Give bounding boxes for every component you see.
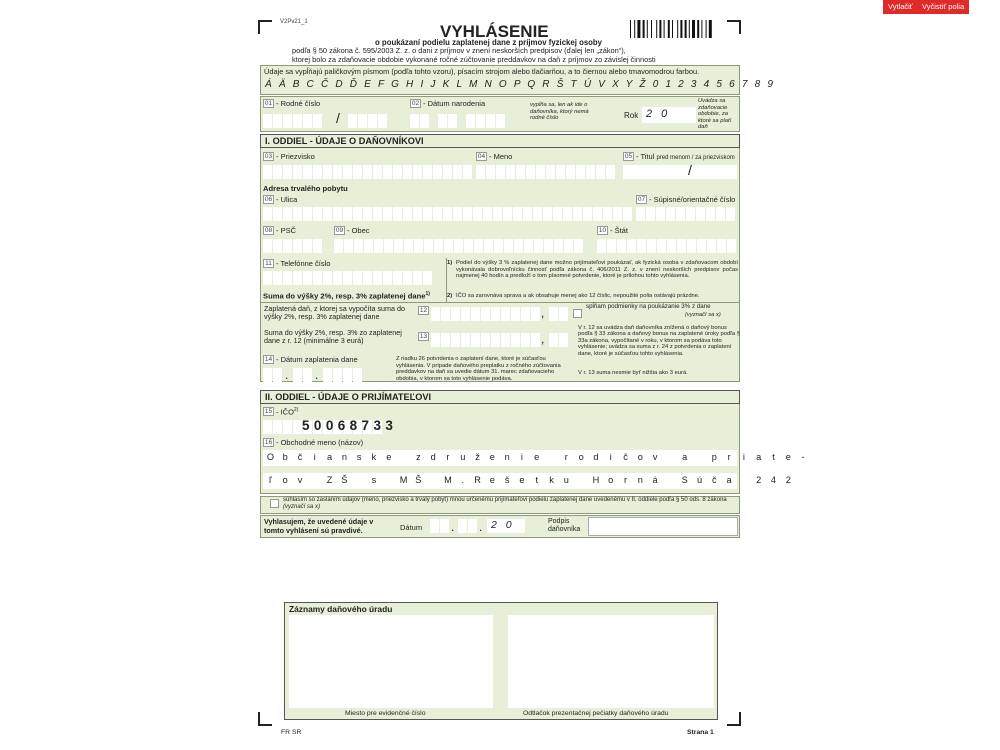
- recipient-name-line-1-char: u: [460, 452, 466, 462]
- recipient-name-line-2-char: .: [461, 475, 465, 485]
- field-number-08: 08: [264, 227, 273, 234]
- municipality-input[interactable]: [334, 239, 583, 253]
- ico-value: 50068733: [302, 418, 398, 433]
- recipient-name-line-2-char: r: [623, 475, 628, 485]
- legal-line-2: ktorej bolo za zdaňovacie obdobie vykonané ročné zúčtovanie preddavkov na daň z príjmov zo závislej činnosti: [292, 55, 656, 64]
- recipient-name-line-2-char: t: [535, 475, 539, 485]
- field-number-07: 07: [637, 196, 646, 203]
- alphabet-sample: Á Ä B C Č D Ď E F G H I J K L M N O P Q R Š T Ú V X Y Ž 0 1 2 3 4 5 6 7 8 9: [265, 79, 776, 90]
- recipient-name-line-2-char: 4: [770, 475, 777, 485]
- barcode: [630, 20, 738, 38]
- birth-number-label: - Rodné číslo: [276, 99, 321, 108]
- recipient-name-line-2-char: ľ: [269, 475, 272, 485]
- sum-label: Suma do výšky 2%, resp. 3% zo zaplatenej dane z r. 12 (minimálne 3 eurá): [264, 328, 402, 346]
- recipient-name-line-1-char: r: [564, 452, 568, 462]
- recipient-name-line-2-char: á: [652, 475, 658, 485]
- payment-date-note: Z riadku 26 potvrdenia o zaplatení dane, ktoré je súčasťou vyhlásenia. V prípade daňového preplatku z ročného zúčtovania preddavkov na daň sa uvedie dátum 31. marec zdaňovacieho obdobia, v ktorom sa toto vyhlásenie podáva.: [396, 356, 561, 382]
- recipient-name-line-1-char: O: [266, 452, 274, 462]
- recipient-name-line-1-char: n: [504, 452, 510, 462]
- recipient-name-line-1-char: ž: [475, 452, 480, 462]
- field-number-16: 16: [264, 439, 273, 446]
- recipient-name-line-2-char: M: [399, 475, 408, 485]
- instruction-text: Údaje sa vypĺňajú paličkovým písmom (podľa tohto vzoru), písacím strojom alebo tlačiarňou, a to čiernou alebo tmavomodrou farbou.: [264, 67, 700, 76]
- note-2-number: 2): [447, 293, 453, 299]
- recipient-name-line-1-char: [692, 452, 707, 462]
- recipient-name-line-2-char: ú: [696, 475, 703, 485]
- declaration-year-prefix: 2 0: [491, 519, 515, 531]
- recipient-name-line-2-char: o: [282, 475, 288, 485]
- recipient-name-label: - Obchodné meno (názov): [276, 438, 364, 447]
- footer-issuer: FR SR: [281, 729, 302, 736]
- field-number-11: 11: [263, 259, 274, 268]
- birth-number-suffix-input[interactable]: [348, 114, 387, 128]
- r12-note: V r. 12 sa uvádza daň daňovníka znížená o daňový bonus podľa § 33 zákona a daňový bonus na zaplatené úroky podľa § 33a zákona, vypočítané v roku, v ktorom sa podáva toto vyhlásenie; uvádza sa suma z r. 24 z potvrdenia o zaplatení dane, ktoré je súčasťou tohto vyhlásenia.: [578, 325, 740, 357]
- recipient-name-line-1-char: i: [313, 452, 316, 462]
- recipient-name-line-1: [263, 452, 810, 462]
- recipient-name-line-1-char: i: [520, 452, 523, 462]
- birth-date-day-input[interactable]: [410, 114, 429, 128]
- recipient-name-line-2-char: a: [726, 475, 732, 485]
- crop-mark-bottom-right: [727, 712, 741, 726]
- recipient-name-line-2-char: [307, 475, 322, 485]
- phone-label: - Telefónne číslo: [276, 259, 331, 268]
- recipient-name-line-1-char: o: [578, 452, 584, 462]
- recipient-name-line-2-char: o: [608, 475, 614, 485]
- recipient-name-line-1-char: b: [282, 452, 288, 462]
- recipient-name-line-1-char: e: [489, 452, 495, 462]
- recipient-name-line-2-char: e: [489, 475, 495, 485]
- recipient-name-line-2-char: Z: [326, 475, 333, 485]
- recipient-name-line-1-char: z: [416, 452, 421, 462]
- recipient-name-line-1-char: v: [652, 452, 658, 462]
- year-prefix: 2 0: [646, 108, 671, 120]
- stamp-label: Odtlačok prezentačnej pečiatky daňového úradu: [523, 710, 669, 717]
- title-sub-label: pred menom / za priezviskom: [656, 155, 735, 161]
- recipient-name-line-1-char: č: [623, 452, 628, 462]
- field-number-03: 03: [264, 153, 273, 160]
- recipient-name-line-2-char: č: [712, 475, 717, 485]
- note-2-text: IČO sa zarovnáva sprava a ak obsahuje menej ako 12 číslic, nepoužité polia ostávajú prázdne.: [456, 293, 700, 299]
- payment-date-dot-2: .: [315, 368, 319, 382]
- recipient-name-line-2-char: H: [592, 475, 600, 485]
- recipient-name-line-1-char: a: [327, 452, 333, 462]
- title-separator: /: [688, 162, 692, 178]
- country-label: - Štát: [610, 226, 628, 235]
- clear-fields-button[interactable]: Vyčistiť polia: [917, 0, 969, 14]
- r13-note: V r. 13 suma nesmie byť nižšia ako 3 eurá.: [578, 370, 688, 376]
- crop-mark-bottom-left: [258, 712, 272, 726]
- recipient-name-line-1-char: -: [801, 452, 805, 462]
- field-number-13: 13: [419, 333, 428, 340]
- consent-text: [283, 497, 738, 510]
- recipient-name-line-2-char: Š: [415, 475, 422, 485]
- field-number-04: 04: [477, 153, 486, 160]
- registration-number-box: [289, 615, 493, 708]
- recipient-name-line-2-char: š: [504, 475, 510, 485]
- municipality-label: - Obec: [347, 226, 370, 235]
- recipient-name-line-2-char: M: [444, 475, 452, 485]
- payment-date-year-input[interactable]: [323, 368, 362, 382]
- phone-input[interactable]: [263, 271, 432, 285]
- recipient-name-line-2-char: [574, 475, 589, 485]
- payment-date-label: - Dátum zaplatenia dane: [276, 355, 358, 364]
- recipient-name-line-2-char: u: [563, 475, 569, 485]
- page-number: Strana 1: [687, 729, 714, 736]
- recipient-name-line-2-char: n: [637, 475, 643, 485]
- recipient-name-line-1-char: č: [297, 452, 303, 462]
- first-name-label: - Meno: [489, 152, 513, 161]
- recipient-name-line-1-char: t: [772, 452, 775, 462]
- birth-date-month-input[interactable]: [438, 114, 457, 128]
- declaration-dot-1: .: [451, 520, 455, 534]
- office-title: Záznamy daňového úradu: [289, 604, 393, 614]
- field-number-06: 06: [264, 196, 273, 203]
- recipient-name-line-1-char: [663, 452, 678, 462]
- recipient-name-line-1-char: e: [534, 452, 540, 462]
- recipient-name-line-1-char: i: [609, 452, 612, 462]
- recipient-name-line-1-char: a: [682, 452, 688, 462]
- recipient-name-line-2-char: [663, 475, 678, 485]
- year-label: Rok: [624, 111, 639, 120]
- paid-tax-cents-input[interactable]: [549, 307, 568, 321]
- recipient-name-line-1-char: p: [711, 452, 717, 462]
- recipient-name-line-1-char: e: [785, 452, 791, 462]
- recipient-name-line-1-char: e: [386, 452, 392, 462]
- recipient-name-line-1-char: [544, 452, 559, 462]
- address-title: Adresa trvalého pobytu: [263, 184, 348, 193]
- recipient-name-line-1-char: [396, 452, 411, 462]
- house-number-input[interactable]: [636, 207, 735, 221]
- recipient-name-line-2-char: e: [519, 475, 525, 485]
- section-2-header: II. ODDIEL - ÚDAJE O PRIJÍMATEĽOVI: [260, 390, 740, 404]
- conditions-label: spĺňam podmienky na poukázanie 3% z dane: [586, 303, 711, 310]
- form-subtitle: o poukázaní podielu zaplatenej dane z príjmov fyzickej osoby: [375, 38, 603, 47]
- recipient-name-line-2: [263, 475, 796, 485]
- field-number-05: 05: [624, 153, 633, 160]
- legal-line-1: podľa § 50 zákona č. 595/2003 Z. z. o dani z príjmov v znení neskorších predpisov (ďalej len „zákon“),: [292, 46, 626, 55]
- field-number-09: 09: [335, 227, 344, 234]
- recipient-name-line-2-char: Š: [341, 475, 348, 485]
- conditions-hint: (vyznačí sa x): [685, 312, 721, 318]
- recipient-name-line-2-char: s: [371, 475, 377, 485]
- signature-field[interactable]: [588, 517, 738, 536]
- ico-label: - IČO: [276, 407, 294, 417]
- sum-cents-input[interactable]: [549, 333, 568, 347]
- recipient-name-line-1-char: o: [637, 452, 643, 462]
- form-title: VYHLÁSENIE: [440, 22, 549, 41]
- recipient-name-line-1-char: r: [727, 452, 731, 462]
- title-input[interactable]: [623, 165, 737, 179]
- ico-sup: 2): [293, 407, 299, 413]
- declaration-month-input[interactable]: [458, 519, 477, 533]
- sum-input[interactable]: [431, 333, 540, 347]
- postal-code-label: - PSČ: [276, 226, 297, 235]
- conditions-checkbox[interactable]: [573, 309, 582, 318]
- amount-section-title: [263, 291, 430, 301]
- postal-code-input[interactable]: [263, 239, 322, 253]
- recipient-name-line-1-char: n: [341, 452, 347, 462]
- recipient-name-line-1-char: a: [756, 452, 762, 462]
- recipient-name-line-1-char: d: [430, 452, 436, 462]
- first-name-input[interactable]: [476, 165, 615, 179]
- surname-input[interactable]: [263, 165, 472, 179]
- stamp-box: [508, 615, 714, 708]
- street-input[interactable]: [263, 207, 632, 221]
- field-number-10: 10: [598, 227, 607, 234]
- note-1-text: Podiel do výšky 3 % zaplatenej dane možno prijímateľovi poukázať, ak fyzická osoba v zdaňovacom období vykonávala dobrovoľnícku činnosť podľa zákona č. 406/2011 Z. z. v znení neskorších predpisov počas najmenej 40 hodín a predloží o tom písomné potvrdenie, ktoré je prílohou tohto vyhlásenia.: [456, 260, 738, 280]
- birth-number-input[interactable]: [263, 114, 322, 128]
- field-number-02: 02: [411, 100, 420, 107]
- amount-section-sup: 1): [425, 291, 430, 297]
- field-number-01: 01: [264, 100, 273, 107]
- crop-mark-top-left: [258, 20, 272, 34]
- paid-tax-input[interactable]: [431, 307, 540, 321]
- recipient-name-line-2-char: v: [297, 475, 303, 485]
- birth-number-separator: /: [336, 110, 340, 126]
- form-code: V2Pv21_1: [280, 19, 308, 25]
- amount-section-title-text: Suma do výšky 2%, resp. 3% zaplatenej dane: [263, 291, 426, 301]
- field-number-12: 12: [419, 307, 428, 314]
- recipient-name-line-1-char: i: [742, 452, 745, 462]
- recipient-name-line-2-char: [426, 475, 441, 485]
- payment-date-day-input[interactable]: [263, 368, 282, 382]
- note-1-number: 1): [447, 260, 453, 266]
- recipient-name-line-2-char: S: [681, 475, 688, 485]
- recipient-name-line-1-char: r: [446, 452, 450, 462]
- surname-label: - Priezvisko: [276, 152, 315, 161]
- signature-label: Podpis daňovníka: [548, 518, 581, 534]
- declaration-day-input[interactable]: [430, 519, 449, 533]
- street-label: - Ulica: [276, 195, 298, 204]
- house-number-label: - Súpisné/orientačné číslo: [649, 195, 736, 204]
- year-hint: Uvádza sa zdaňovacie obdobie, za ktoré sa platí daň: [698, 98, 732, 131]
- section-1-header: I. ODDIEL - ÚDAJE O DAŇOVNÍKOVI: [260, 134, 740, 148]
- recipient-name-line-1-char: k: [371, 452, 377, 462]
- recipient-name-line-2-char: 2: [785, 475, 791, 485]
- consent-hint: (vyznačí sa x): [283, 503, 321, 510]
- birth-date-year-input[interactable]: [466, 114, 505, 128]
- recipient-name-line-2-char: R: [474, 475, 481, 485]
- sum-comma: ,: [541, 332, 545, 346]
- title-label: - Titul: [636, 152, 655, 161]
- recipient-name-line-1-char: d: [593, 452, 599, 462]
- consent-text-body: súhlasím so zaslaním údajov (meno, priezvisko a trvalý pobyt) mnou určenému prijímateľovi podielu zaplatenej dane uvedenému v II. oddiele podľa § 50 ods. 8 zákona: [283, 497, 727, 503]
- paid-tax-comma: ,: [541, 306, 545, 320]
- recipient-name-line-2-char: [381, 475, 396, 485]
- date-label: Dátum: [400, 523, 423, 532]
- payment-date-dot-1: .: [285, 368, 289, 382]
- registration-number-label: Miesto pre evidenčné číslo: [345, 710, 426, 717]
- payment-date-month-input[interactable]: [293, 368, 312, 382]
- field-number-15: 15: [264, 408, 273, 415]
- print-button[interactable]: Vytlačiť: [883, 0, 918, 14]
- paid-tax-label: Zaplatená daň, z ktorej sa vypočíta suma do výšky 2%, resp. 3% zaplatenej dane: [264, 304, 406, 322]
- field-number-14: 14: [264, 356, 273, 363]
- recipient-name-line-2-char: [352, 475, 367, 485]
- country-input[interactable]: [597, 239, 736, 253]
- recipient-name-line-2-char: k: [549, 475, 554, 485]
- declaration-text: Vyhlasujem, že uvedené údaje v tomto vyhlásení sú pravdivé.: [264, 517, 374, 535]
- declaration-dot-2: .: [479, 520, 483, 534]
- recipient-name-line-2-char: 2: [756, 475, 762, 485]
- birth-date-hint: vypĺňa sa, len ak ide o daňovníka, ktorý nemá rodné číslo: [530, 102, 589, 122]
- consent-checkbox[interactable]: [270, 499, 279, 508]
- recipient-name-line-2-char: [737, 475, 752, 485]
- birth-date-label: - Dátum narodenia: [423, 99, 486, 108]
- recipient-name-line-1-char: s: [356, 452, 362, 462]
